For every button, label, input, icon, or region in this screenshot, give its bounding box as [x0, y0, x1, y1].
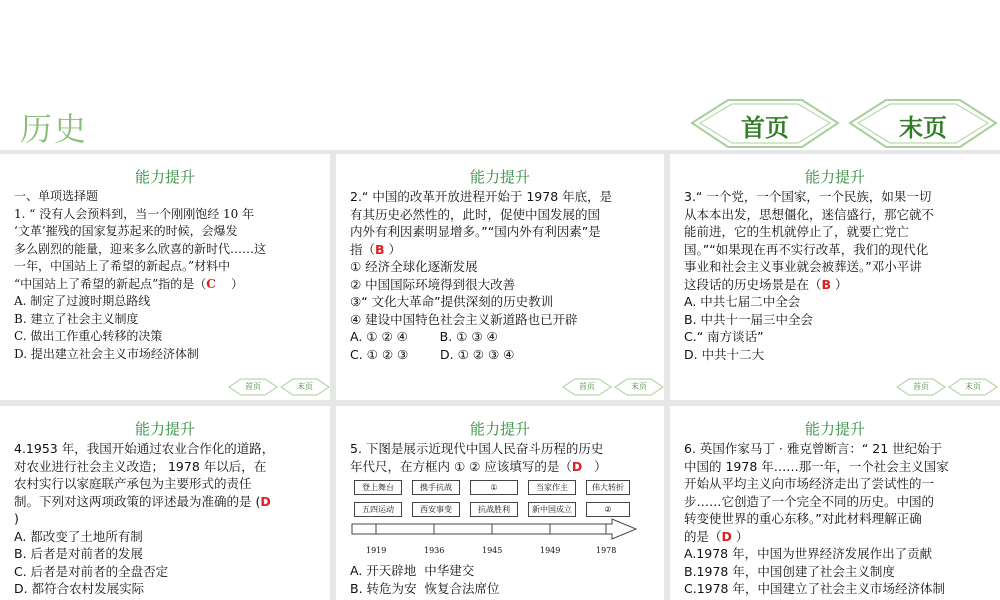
end-button[interactable]	[848, 96, 998, 151]
question-tail: ）	[384, 241, 402, 257]
question-text: 5. 下图是展示近现代中国人民奋斗历程的历史 年代尺，在方框内 ① ② 应该填写的是（	[350, 441, 604, 474]
slide-thumbnail-grid	[0, 150, 1000, 600]
question-text: 6. 英国作家马丁 · 雅克曾断言：“ 21 世纪始于 中国的 1978 年……那一年，一个社会主义国家 开始从平均主义向市场经济走出了尝试性的一 步……它创造了一个完全不同的历史。中国的 转变使世界的重心东移。”对此材料理解正确 的是（	[684, 441, 949, 544]
mini-home-button[interactable]	[228, 378, 278, 396]
card-body	[14, 440, 320, 598]
slide-card-1[interactable]	[0, 154, 330, 400]
option-a: A. 开天辟地 中华建交	[350, 563, 475, 578]
card-body	[350, 188, 654, 363]
timeline-top-4: 当家作主	[528, 480, 576, 495]
slide-card-6[interactable]	[670, 406, 1000, 600]
mini-end-button[interactable]	[614, 378, 664, 396]
header	[0, 0, 1000, 150]
card-heading: 能力提升	[469, 168, 530, 186]
timeline-year-5: 1978	[596, 546, 617, 555]
slide-card-3[interactable]	[670, 154, 1000, 400]
card-heading: 能力提升	[134, 420, 195, 438]
option-a: A. 中共七届二中全会	[684, 294, 801, 309]
timeline-bottom-1: 五四运动	[354, 502, 402, 517]
answer-mark: D	[260, 493, 271, 509]
card-body	[684, 440, 990, 598]
card-heading: 能力提升	[804, 420, 865, 438]
history-timeline	[350, 480, 640, 560]
mini-home-button[interactable]	[562, 378, 612, 396]
section-title: 一、单项选择题	[14, 189, 99, 203]
mini-end-button[interactable]	[280, 378, 330, 396]
question-tail: ）	[582, 458, 607, 474]
timeline-bottom-3: 抗战胜利	[470, 502, 518, 517]
option-b: B. 中共十一届三中全会	[684, 311, 814, 327]
answer-mark: B	[375, 241, 385, 257]
timeline-bottom-5: ②	[586, 502, 630, 517]
option-c: C. 后者是对前者的全盘否定	[14, 563, 169, 579]
mini-end-label: 末页	[965, 382, 981, 391]
statement-2: ② 中国国际环境得到很大改善	[350, 276, 516, 292]
option-b: B. 建立了社会主义制度	[14, 311, 139, 326]
slide-card-2[interactable]	[336, 154, 664, 400]
mini-end-label: 末页	[297, 382, 313, 391]
option-c: C.1978 年，中国建立了社会主义市场经济体制	[684, 581, 945, 596]
card-body	[350, 440, 654, 475]
statement-4: ④ 建设中国特色社会主义新道路也已开辟	[350, 311, 578, 327]
option-c: C.“ 南方谈话”	[684, 329, 764, 344]
question-text: 3.“ 一个党，一个国家，一个民族，如果一切 从本本出发，思想僵化，迷信盛行，那它就不 能前进，它的生机就停止了，就要亡党亡 国。”“如果现在再不实行改革，我们的现代化 事业和社会主义事业就会被葬送。”邓小平讲 这段话的历史场景是在（	[684, 189, 935, 292]
timeline-year-4: 1949	[540, 546, 561, 555]
page-title: 历史	[20, 110, 89, 148]
mini-home-label: 首页	[245, 382, 261, 391]
card-body	[14, 188, 320, 363]
option-b: B. 转危为安 恢复合法席位	[350, 580, 500, 596]
card-heading: 能力提升	[134, 168, 195, 186]
options-cd: C. ① ② ③ D. ① ② ③ ④	[350, 346, 515, 362]
timeline-year-1: 1919	[366, 546, 387, 555]
mini-end-button[interactable]	[948, 378, 998, 396]
question-tail: ）	[215, 276, 244, 291]
timeline-bottom-2: 西安事变	[412, 502, 460, 517]
slide-card-5[interactable]	[336, 406, 664, 600]
options-ab: A. ① ② ④ B. ① ③ ④	[350, 329, 498, 344]
home-button-label: 首页	[741, 113, 789, 142]
mini-home-label: 首页	[913, 382, 929, 391]
mini-home-button[interactable]	[896, 378, 946, 396]
question-tail: ）	[831, 276, 848, 292]
question-tail: ）	[731, 528, 749, 544]
question-text: 1. “ 没有人会预料到，当一个刚刚饱经 10 年 ‘文革’摧残的国家复苏起来的时候，会爆发 多么剧烈的能量，迎来多么欣喜的新时代……这 一年，中国站上了希望的新起点。”材料中 “中国站上了希望的新起点”指的是（	[14, 206, 267, 291]
option-b: B. 后者是对前者的发展	[14, 546, 144, 561]
timeline-year-3: 1945	[482, 546, 503, 555]
question-text: 2.“ 中国的改革开放进程开始于 1978 年底，是 有其历史必然性的，此时，促使中国发展的国 内外有利因素明显增多。”“国内外有利因素”是 指（	[350, 189, 613, 257]
option-a: A. 都改变了土地所有制	[14, 528, 143, 544]
answer-mark: D	[721, 528, 732, 544]
timeline-top-2: 携手抗战	[412, 480, 460, 495]
card-heading: 能力提升	[804, 168, 865, 186]
card-options	[350, 562, 654, 597]
option-a: A.1978 年，中国为世界经济发展作出了贡献	[684, 546, 933, 561]
question-text: 4.1953 年，我国开始通过农业合作化的道路， 对农业进行社会主义改造； 1978 年以后，在 农村实行以家庭联产承包为主要形式的责任 制。下列对这两项政策的评述最为准确的是 (	[14, 441, 275, 509]
statement-3: ③“ 文化大革命”提供深刻的历史教训	[350, 294, 554, 309]
timeline-arrow	[350, 518, 640, 542]
option-a: A. 制定了过渡时期总路线	[14, 294, 151, 308]
timeline-top-1: 登上舞台	[354, 480, 402, 495]
mini-end-label: 末页	[631, 382, 647, 391]
timeline-bottom-4: 新中国成立	[528, 502, 576, 517]
statement-1: ① 经济全球化逐渐发展	[350, 259, 478, 274]
answer-mark: B	[821, 276, 832, 292]
card-body	[684, 188, 990, 363]
timeline-top-3: ①	[470, 480, 518, 495]
timeline-top-5: 伟大转折	[586, 480, 630, 495]
question-tail: )	[14, 511, 19, 526]
option-c: C. 做出工作重心转移的决策	[14, 329, 163, 343]
answer-mark: C	[206, 276, 216, 291]
option-d: D. 提出建立社会主义市场经济体制	[14, 346, 199, 361]
option-d: D. 都符合农村发展实际	[14, 581, 145, 596]
home-button[interactable]	[690, 96, 840, 151]
slide-card-4[interactable]	[0, 406, 330, 600]
mini-home-label: 首页	[579, 382, 595, 391]
option-b: B.1978 年，中国创建了社会主义制度	[684, 563, 895, 579]
answer-mark: D	[571, 458, 583, 474]
option-d: D. 中共十二大	[684, 346, 765, 362]
card-heading: 能力提升	[469, 420, 530, 438]
end-button-label: 末页	[899, 113, 947, 142]
timeline-year-2: 1936	[424, 546, 445, 555]
